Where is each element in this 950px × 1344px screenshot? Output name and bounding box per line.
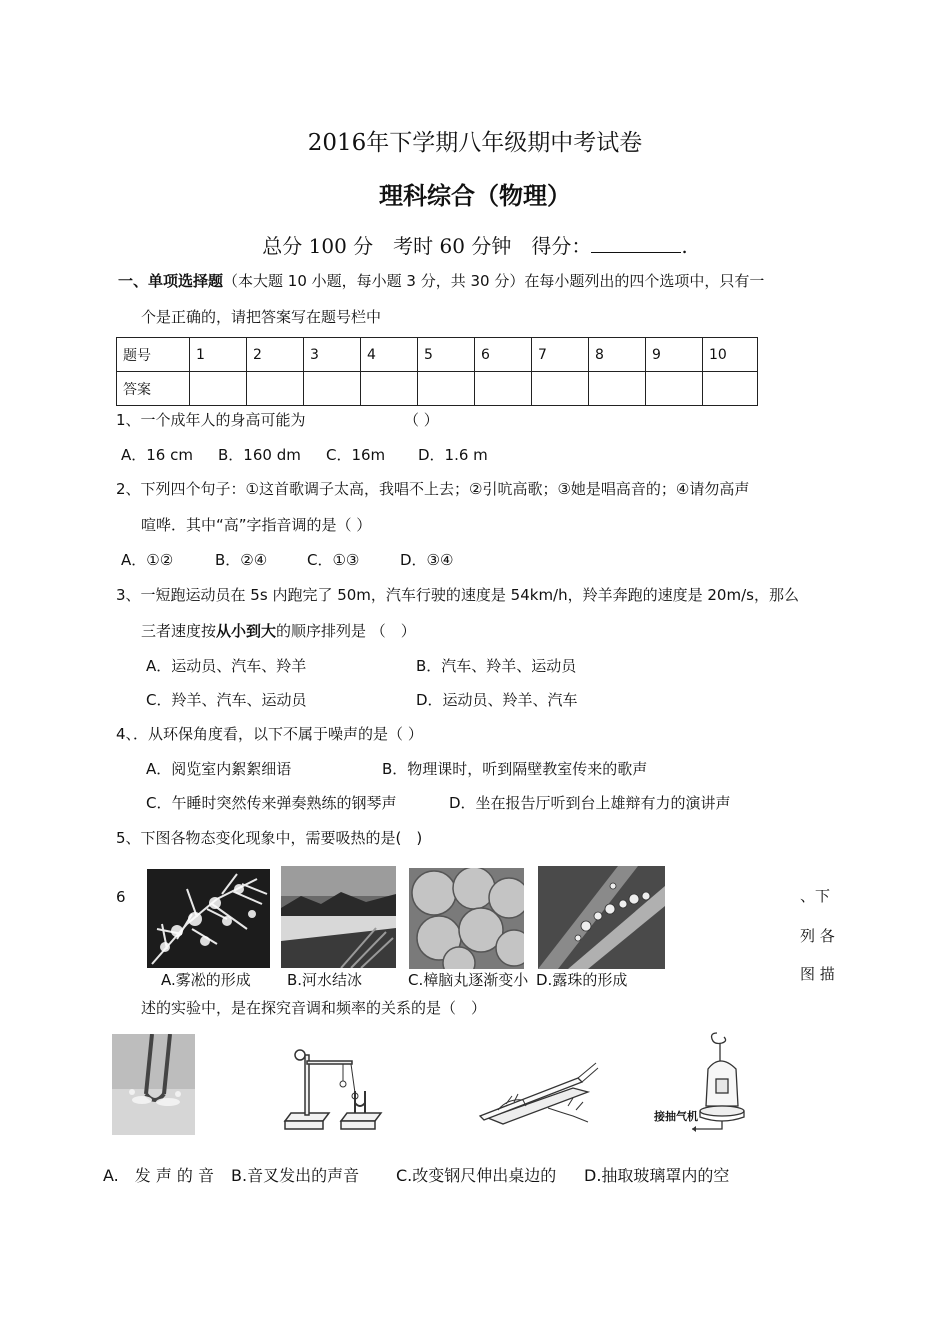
camphor-balls-photo	[409, 868, 524, 969]
q5-caption-b: B.河水结冰	[287, 971, 363, 989]
number-cell: 4	[361, 338, 418, 372]
q3-line2-end: 的顺序排列是 （ ）	[276, 622, 416, 640]
number-cell: 8	[589, 338, 646, 372]
q3-option-a: A．运动员、汽车、羚羊	[146, 657, 307, 675]
score-line	[0, 230, 950, 259]
frozen-river-photo	[281, 866, 396, 968]
q6-option-c: C.改变钢尺伸出桌边的	[396, 1166, 557, 1185]
exam-title: 2016年下学期八年级期中考试卷	[307, 130, 643, 156]
answer-cell[interactable]	[589, 372, 646, 406]
q5-caption-c: C.樟脑丸逐渐变小	[408, 971, 529, 989]
number-cell: 2	[247, 338, 304, 372]
answer-cell[interactable]	[646, 372, 703, 406]
number-cell: 10	[703, 338, 758, 372]
q4-option-c: C．午睡时突然传来弹奏熟练的钢琴声	[146, 794, 397, 812]
q4-option-d: D．坐在报告厅听到台上雄辩有力的演讲声	[449, 794, 731, 812]
q4-option-a: A．阅览室内絮絮细语	[146, 760, 292, 778]
q4-stem: 4、．从环保角度看，以下不属于噪声的是（ ）	[116, 725, 423, 743]
q6-side-1: 、下	[800, 887, 831, 905]
answer-table-number-row	[117, 338, 758, 372]
answer-row-label: 答案	[117, 372, 190, 406]
answer-cell[interactable]	[418, 372, 475, 406]
q3-emphasis: 从小到大	[216, 622, 277, 640]
answer-cell[interactable]	[247, 372, 304, 406]
rime-frost-photo	[147, 869, 270, 968]
q3-option-c: C．羚羊、汽车、运动员	[146, 691, 307, 709]
q1-option-d: D．1.6 m	[418, 446, 488, 464]
number-cell: 9	[646, 338, 703, 372]
section-instructions-line2: 个是正确的，请把答案写在题号栏中	[141, 308, 382, 326]
q6-option-b: B.音叉发出的声音	[231, 1166, 360, 1185]
number-cell: 1	[190, 338, 247, 372]
answer-cell[interactable]	[703, 372, 758, 406]
q2-option-c: C．①③	[307, 551, 360, 569]
number-cell: 3	[304, 338, 361, 372]
answer-cell[interactable]	[532, 372, 589, 406]
pump-label: 接抽气机	[654, 1110, 698, 1123]
q1-stem: 1、一个成年人的身高可能为	[116, 411, 306, 429]
q5-caption-d: D.露珠的形成	[536, 971, 628, 989]
q3-line2-start: 三者速度按	[141, 622, 217, 640]
number-row-label: 题号	[117, 338, 190, 372]
q1-option-c: C．16m	[326, 446, 386, 464]
q6-side-2: 列 各	[800, 927, 835, 945]
number-cell: 6	[475, 338, 532, 372]
ruler-on-desk-diagram	[478, 1058, 601, 1135]
q3-line2	[141, 620, 416, 642]
q1-option-b: B．160 dm	[218, 446, 301, 464]
q1-option-a: A．16 cm	[121, 446, 193, 464]
q2-line2: 喧哗．其中“高”字指音调的是（ ）	[141, 516, 372, 534]
score-end: .	[681, 234, 688, 258]
q1-paren: （ ）	[404, 411, 439, 429]
number-cell: 5	[418, 338, 475, 372]
q3-option-b: B．汽车、羚羊、运动员	[416, 657, 577, 675]
score-blank[interactable]	[591, 232, 681, 253]
number-cell: 7	[532, 338, 589, 372]
q6-line2: 述的实验中，是在探究音调和频率的关系的是（ ）	[141, 999, 487, 1017]
q2-option-b: B．②④	[215, 551, 268, 569]
tuning-fork-water-photo	[112, 1034, 195, 1135]
answer-table-answer-row	[117, 372, 758, 406]
dew-drops-photo	[538, 866, 665, 969]
section-heading	[118, 270, 764, 292]
q2-option-d: D．③④	[400, 551, 454, 569]
section-instructions: （本大题 10 小题，每小题 3 分，共 30 分）在每小题列出的四个选项中，只有一	[223, 272, 765, 290]
exam-subtitle: 理科综合（物理）	[379, 182, 571, 210]
q6-option-d: D.抽取玻璃罩内的空	[584, 1166, 730, 1185]
q5-caption-a: A.雾凇的形成	[161, 971, 251, 989]
answer-cell[interactable]	[304, 372, 361, 406]
tuning-fork-pendulum-diagram	[283, 1043, 383, 1136]
section-title: 一、单项选择题	[118, 272, 224, 290]
score-text: 总分 100 分 考时 60 分钟 得分：	[262, 234, 592, 258]
q5-stem: 5、下图各物态变化现象中，需要吸热的是( )	[116, 829, 423, 847]
q6-option-a: A. 发 声 的 音	[103, 1166, 215, 1185]
answer-cell[interactable]	[475, 372, 532, 406]
answer-table	[116, 337, 758, 406]
q6-side-3: 图 描	[800, 965, 835, 983]
q6-number: 6	[116, 888, 126, 906]
q3-line1: 3、一短跑运动员在 5s 内跑完了 50m，汽车行驶的速度是 54km/h，羚羊奔跑的速度是 20m/s，那么	[116, 586, 799, 604]
q2-option-a: A．①②	[121, 551, 174, 569]
q2-line1: 2、下列四个句子：①这首歌调子太高，我唱不上去；②引吭高歌；③她是唱高音的；④请勿高声	[116, 480, 750, 498]
q4-option-b: B．物理课时，听到隔壁教室传来的歌声	[382, 760, 648, 778]
answer-cell[interactable]	[361, 372, 418, 406]
q3-option-d: D．运动员、羚羊、汽车	[416, 691, 578, 709]
answer-cell[interactable]	[190, 372, 247, 406]
